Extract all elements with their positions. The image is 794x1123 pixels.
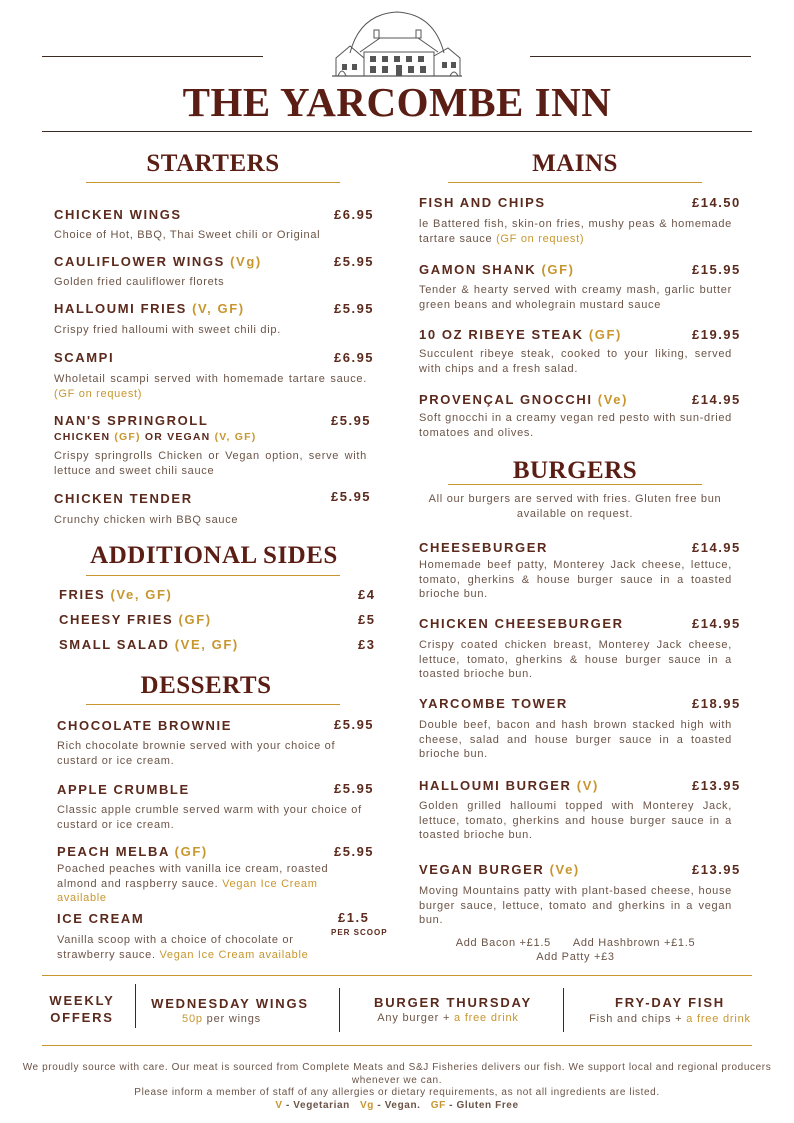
starters-underline [86, 182, 340, 183]
starter-item-name: HALLOUMI FRIES (V, GF) [54, 301, 245, 316]
starter-item-name: SCAMPI [54, 350, 115, 365]
main-item-desc: le Battered fish, skin-on fries, mushy peas & homemade tartare sauce (GF on request) [419, 218, 732, 245]
offer-detail: 50p per wings [182, 1013, 261, 1025]
per-scoop-label: PER SCOOP [331, 928, 388, 937]
offers-divider [135, 984, 136, 1028]
dessert-item-price: £5.95 [334, 844, 375, 859]
main-item-desc: Succulent ribeye steak, cooked to your liking, served with chips and a fresh salad. [419, 348, 732, 375]
starter-item-price: £5.95 [331, 489, 372, 504]
header-rule-left [42, 56, 263, 57]
starter-item-name: CHICKEN TENDER [54, 491, 193, 506]
starters-heading: STARTERS [146, 150, 280, 177]
starter-item-desc: Choice of Hot, BBQ, Thai Sweet chili or Original [54, 229, 321, 241]
starter-item-price: £5.95 [334, 301, 375, 316]
starter-item-price: £6.95 [334, 207, 375, 222]
dessert-item-price: £5.95 [334, 717, 375, 732]
desserts-heading: DESSERTS [140, 672, 272, 699]
main-item-name: FISH AND CHIPS [419, 195, 546, 210]
main-item-name: PROVENÇAL GNOCCHI (Ve) [419, 392, 629, 407]
main-item-desc: Tender & hearty served with creamy mash, garlic butter green beans and wholegrain mustard sauce [419, 284, 732, 311]
burgers-underline [448, 484, 702, 485]
dessert-item-price: £5.95 [334, 781, 375, 796]
main-item-price: £14.50 [692, 195, 741, 210]
side-item-price: £4 [358, 587, 376, 602]
starter-item-desc: Crispy fried halloumi with sweet chili dip. [54, 324, 281, 336]
header-rule-right [530, 56, 751, 57]
burger-item-desc: Golden grilled halloumi topped with Monterey Jack, lettuce, tomato, gherkins and house burger sauce in a toasted brioche bun. [419, 800, 732, 841]
burger-item-price: £13.95 [692, 862, 741, 877]
offer-title: BURGER THURSDAY [374, 995, 532, 1010]
sides-underline [86, 575, 340, 576]
burger-item-name: YARCOMBE TOWER [419, 696, 568, 711]
starter-item-price: £5.95 [331, 413, 372, 428]
offer-title: WEDNESDAY WINGS [151, 996, 309, 1011]
dessert-item-price: £1.5 [338, 910, 370, 925]
burger-item-name: CHEESEBURGER [419, 540, 548, 555]
springroll-options: CHICKEN (GF) OR VEGAN (V, GF) [54, 431, 257, 443]
burger-item-price: £13.95 [692, 778, 741, 793]
mains-heading: MAINS [532, 150, 618, 177]
inn-name-title: THE YARCOMBE INN [182, 79, 612, 125]
starter-item-desc: Crunchy chicken wirh BBQ sauce [54, 514, 239, 526]
desserts-underline [86, 704, 340, 705]
dessert-item-desc: Classic apple crumble served warm with your choice of custard or ice cream. [57, 804, 362, 831]
dessert-item-desc: Poached peaches with vanilla ice cream, roasted almond and raspberry sauce. Vegan Ice Cream available [57, 863, 329, 904]
burger-item-price: £14.95 [692, 540, 741, 555]
burger-item-name: VEGAN BURGER (Ve) [419, 862, 580, 877]
mains-underline [448, 182, 702, 183]
dessert-item-name: ICE CREAM [57, 911, 145, 926]
starter-item-name: CAULIFLOWER WINGS (Vg) [54, 254, 262, 269]
offer-title: FRY-DAY FISH [615, 995, 725, 1010]
main-item-price: £19.95 [692, 327, 741, 342]
starter-item-desc: Crispy springrolls Chicken or Vegan option, serve with lettuce and sweet chili sauce [54, 450, 367, 477]
burger-item-desc: Homemade beef patty, Monterey Jack cheese, lettuce, tomato, gherkins & house burger sauce in a toasted brioche bun. [419, 559, 732, 600]
burger-item-price: £18.95 [692, 696, 741, 711]
dessert-item-name: APPLE CRUMBLE [57, 782, 190, 797]
burger-addons-line1: Add Bacon +£1.5 Add Hashbrown +£1.5 [455, 937, 696, 949]
dessert-item-name: PEACH MELBA (GF) [57, 844, 208, 859]
side-item-price: £5 [358, 612, 376, 627]
weekly-offers-label-line1: WEEKLY [49, 993, 115, 1008]
starter-item-name: CHICKEN WINGS [54, 207, 182, 222]
header-rule-bottom [42, 131, 752, 132]
main-item-price: £15.95 [692, 262, 741, 277]
offers-top-rule [42, 975, 752, 976]
burgers-heading: BURGERS [512, 457, 638, 484]
dessert-item-desc: Vanilla scoop with a choice of chocolate or strawberry sauce. Vegan Ice Cream available [57, 934, 309, 961]
dessert-item-desc: Rich chocolate brownie served with your choice of custard or ice cream. [57, 740, 336, 767]
starter-item-name: NAN'S SPRINGROLL [54, 413, 209, 428]
allergy-note: Please inform a member of staff of any allergies or dietary requirements, as not all ingredients are listed. [134, 1087, 660, 1098]
burger-item-name: CHICKEN CHEESEBURGER [419, 616, 624, 631]
burger-item-desc: Crispy coated chicken breast, Monterey Jack cheese, lettuce, tomato, gherkins & house burger sauce in a toasted brioche bun. [419, 639, 732, 680]
dessert-item-name: CHOCOLATE BROWNIE [57, 718, 233, 733]
main-item-name: 10 OZ RIBEYE STEAK (GF) [419, 327, 622, 342]
side-item-name: SMALL SALAD (VE, GF) [59, 637, 239, 652]
offers-divider [339, 988, 340, 1032]
side-item-name: CHEESY FRIES (GF) [59, 612, 212, 627]
offer-detail: Any burger + a free drink [377, 1012, 519, 1024]
sides-heading: ADDITIONAL SIDES [90, 542, 338, 569]
dietary-key: V - Vegetarian Vg - Vegan. GF - Gluten Free [275, 1100, 519, 1111]
burger-item-desc: Moving Mountains patty with plant-based cheese, house burger sauce, lettuce, tomato and gherkins in a vegan bun. [419, 885, 732, 926]
burger-item-desc: Double beef, bacon and hash brown stacked high with cheese, salad and house burger sauce in a toasted brioche bun. [419, 719, 732, 760]
main-item-name: GAMON SHANK (GF) [419, 262, 575, 277]
starter-item-price: £6.95 [334, 350, 375, 365]
main-item-desc: Soft gnocchi in a creamy vegan red pesto with sun-dried tomatoes and olives. [419, 412, 732, 439]
inn-building-logo [330, 8, 464, 78]
starter-item-desc: Golden fried cauliflower florets [54, 276, 225, 288]
starter-item-desc: Wholetail scampi served with homemade tartare sauce. (GF on request) [54, 373, 367, 400]
side-item-name: FRIES (Ve, GF) [59, 587, 173, 602]
weekly-offers-label-line2: OFFERS [50, 1010, 114, 1025]
offers-divider [563, 988, 564, 1032]
side-item-price: £3 [358, 637, 376, 652]
offer-detail: Fish and chips + a free drink [589, 1013, 751, 1025]
burger-item-price: £14.95 [692, 616, 741, 631]
burgers-intro: All our burgers are served with fries. Gluten free bun available on request. [428, 493, 722, 520]
burger-item-name: HALLOUMI BURGER (V) [419, 778, 599, 793]
offers-bottom-rule [42, 1045, 752, 1046]
sourcing-note: We proudly source with care. Our meat is sourced from Complete Meats and S&J Fisheries delivers our fish. We support local and regional producers whenever we can. [22, 1062, 772, 1086]
starter-item-price: £5.95 [334, 254, 375, 269]
main-item-price: £14.95 [692, 392, 741, 407]
burger-addons-line2: Add Patty +£3 [536, 951, 615, 963]
